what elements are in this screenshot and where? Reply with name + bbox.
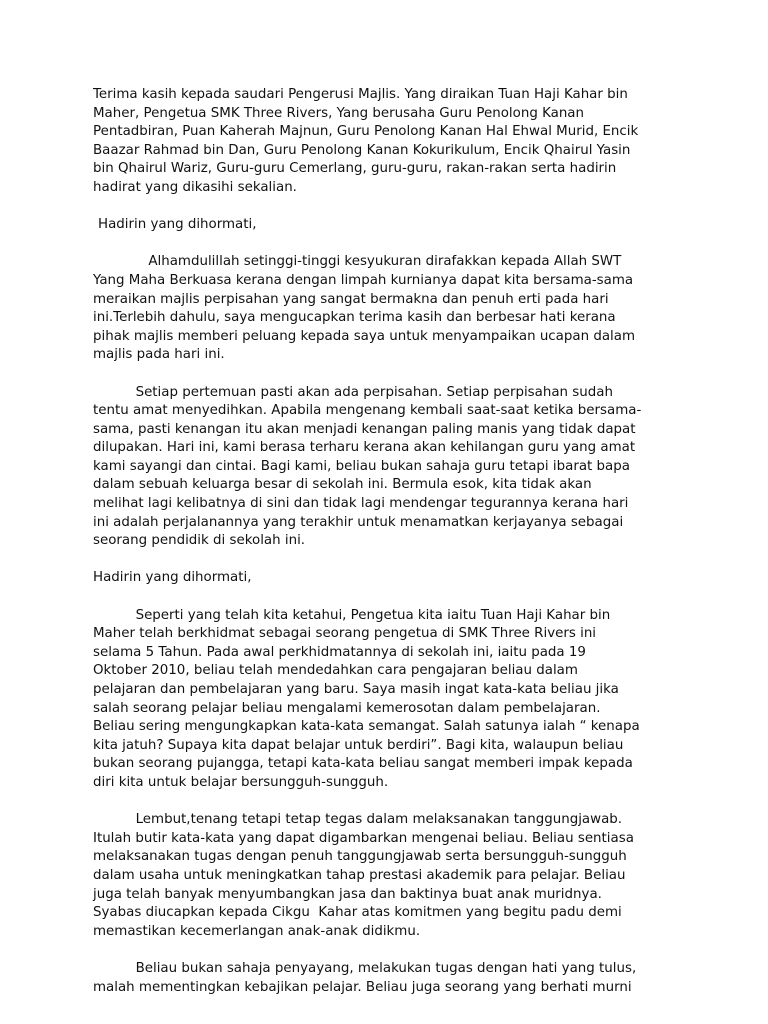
- text-line: juga telah banyak menyumbangkan jasa dan baktinya buat anak muridnya.: [93, 886, 602, 902]
- text-line: Setiap pertemuan pasti akan ada perpisahan. Setiap perpisahan sudah: [93, 384, 613, 400]
- text-line: meraikan majlis perpisahan yang sangat bermakna dan penuh erti pada hari: [93, 291, 609, 307]
- text-line: Seperti yang telah kita ketahui, Pengetua kita iaitu Tuan Haji Kahar bin: [93, 607, 611, 623]
- text-line: ini.Terlebih dahulu, saya mengucapkan terima kasih dan berbesar hati kerana: [93, 310, 616, 326]
- text-line: Alhamdulillah setinggi-tinggi kesyukuran dirafakkan kepada Allah SWT: [93, 254, 622, 270]
- greeting-line: Hadirin yang dihormati,: [98, 217, 257, 233]
- text-line: pihak majlis memberi peluang kepada saya untuk menyampaikan ucapan dalam: [93, 328, 635, 344]
- text-line: Maher telah berkhidmat sebagai seorang pengetua di SMK Three Rivers ini: [93, 626, 597, 642]
- text-line: Syabas diucapkan kepada Cikgu Kahar atas komitmen yang begitu padu demi: [93, 905, 622, 921]
- text-line: malah mementingkan kebajikan pelajar. Beliau juga seorang yang berhati murni: [93, 979, 632, 995]
- text-line: melihat lagi kelibatnya di sini dan tidak lagi mendengar tegurannya kerana hari: [93, 496, 629, 512]
- text-line: pelajaran dan pembelajaran yang baru. Saya masih ingat kata-kata beliau jika: [93, 682, 619, 697]
- closing-paragraph: [93, 960, 676, 997]
- gratitude-paragraph: [93, 253, 676, 365]
- text-line: dilupakan. Hari ini, kami berasa terharu kerana akan kehilangan guru yang amat: [93, 440, 636, 456]
- text-line: diri kita untuk belajar bersungguh-sungguh.: [93, 774, 389, 790]
- text-line: hadirat yang dikasihi sekalian.: [93, 179, 297, 195]
- text-line: Baazar Rahmad bin Dan, Guru Penolong Kanan Kokurikulum, Encik Qhairul Yasin: [93, 142, 631, 158]
- opening-paragraph: [93, 86, 676, 198]
- text-line: Itulah butir kata-kata yang dapat digambarkan mengenai beliau. Beliau sentiasa: [93, 830, 634, 846]
- text-line: Yang Maha Berkuasa kerana dengan limpah kurnianya dapat kita bersama-sama: [93, 272, 634, 288]
- text-line: salah seorang pelajar beliau mengalami kemerosotan dalam pembelajaran.: [93, 700, 601, 716]
- text-line: Beliau bukan sahaja penyayang, melakukan tugas dengan hati yang tulus,: [93, 960, 637, 976]
- farewell-paragraph: [93, 384, 676, 551]
- text-line: Oktober 2010, beliau telah mendedahkan cara pengajaran beliau dalam: [93, 663, 578, 679]
- text-line: sama, pasti kenangan itu akan menjadi kenangan paling manis yang tidak dapat: [93, 421, 636, 437]
- text-line: Pentadbiran, Puan Kaherah Majnun, Guru Penolong Kanan Hal Ehwal Murid, Encik: [93, 124, 639, 140]
- text-line: bin Qhairul Wariz, Guru-guru Cemerlang, guru-guru, rakan-rakan serta hadirin: [93, 161, 617, 177]
- text-line: Maher, Pengetua SMK Three Rivers, Yang berusaha Guru Penolong Kanan: [93, 105, 585, 121]
- text-line: Lembut,tenang tetapi tetap tegas dalam melaksanakan tanggungjawab.: [93, 812, 623, 828]
- character-paragraph: [93, 811, 676, 941]
- text-line: majlis pada hari ini.: [93, 347, 225, 363]
- text-line: Terima kasih kepada saudari Pengerusi Majlis. Yang diraikan Tuan Haji Kahar bin: [93, 87, 628, 102]
- text-line: kami sayangi dan cintai. Bagi kami, beliau bukan sahaja guru tetapi ibarat bapa: [93, 458, 630, 474]
- text-line: Beliau sering mengungkapkan kata-kata semangat. Salah satunya ialah “ kenapa: [93, 719, 640, 735]
- text-line: bukan seorang pujangga, tetapi kata-kata beliau sangat memberi impak kepada: [93, 756, 633, 772]
- text-line: dalam sebuah keluarga besar di sekolah ini. Bermula esok, kita tidak akan: [93, 477, 592, 493]
- service-paragraph: [93, 607, 676, 793]
- text-line: ini adalah perjalanannya yang terakhir untuk menamatkan kerjayanya sebagai: [93, 514, 624, 530]
- text-line: memastikan kecemerlangan anak-anak didikmu.: [93, 923, 421, 939]
- text-line: selama 5 Tahun. Pada awal perkhidmatannya di sekolah ini, iaitu pada 19: [93, 644, 586, 660]
- text-line: kita jatuh? Supaya kita dapat belajar untuk berdiri”. Bagi kita, walaupun beliau: [93, 737, 624, 753]
- text-line: dalam usaha untuk meningkatkan tahap prestasi akademik para pelajar. Beliau: [93, 867, 626, 883]
- text-line: tentu amat menyedihkan. Apabila mengenang kembali saat-saat ketika bersama-: [93, 403, 642, 419]
- text-line: seorang pendidik di sekolah ini.: [93, 533, 306, 549]
- text-line: melaksanakan tugas dengan penuh tanggungjawab serta bersungguh-sungguh: [93, 849, 627, 865]
- greeting-line: Hadirin yang dihormati,: [93, 570, 252, 586]
